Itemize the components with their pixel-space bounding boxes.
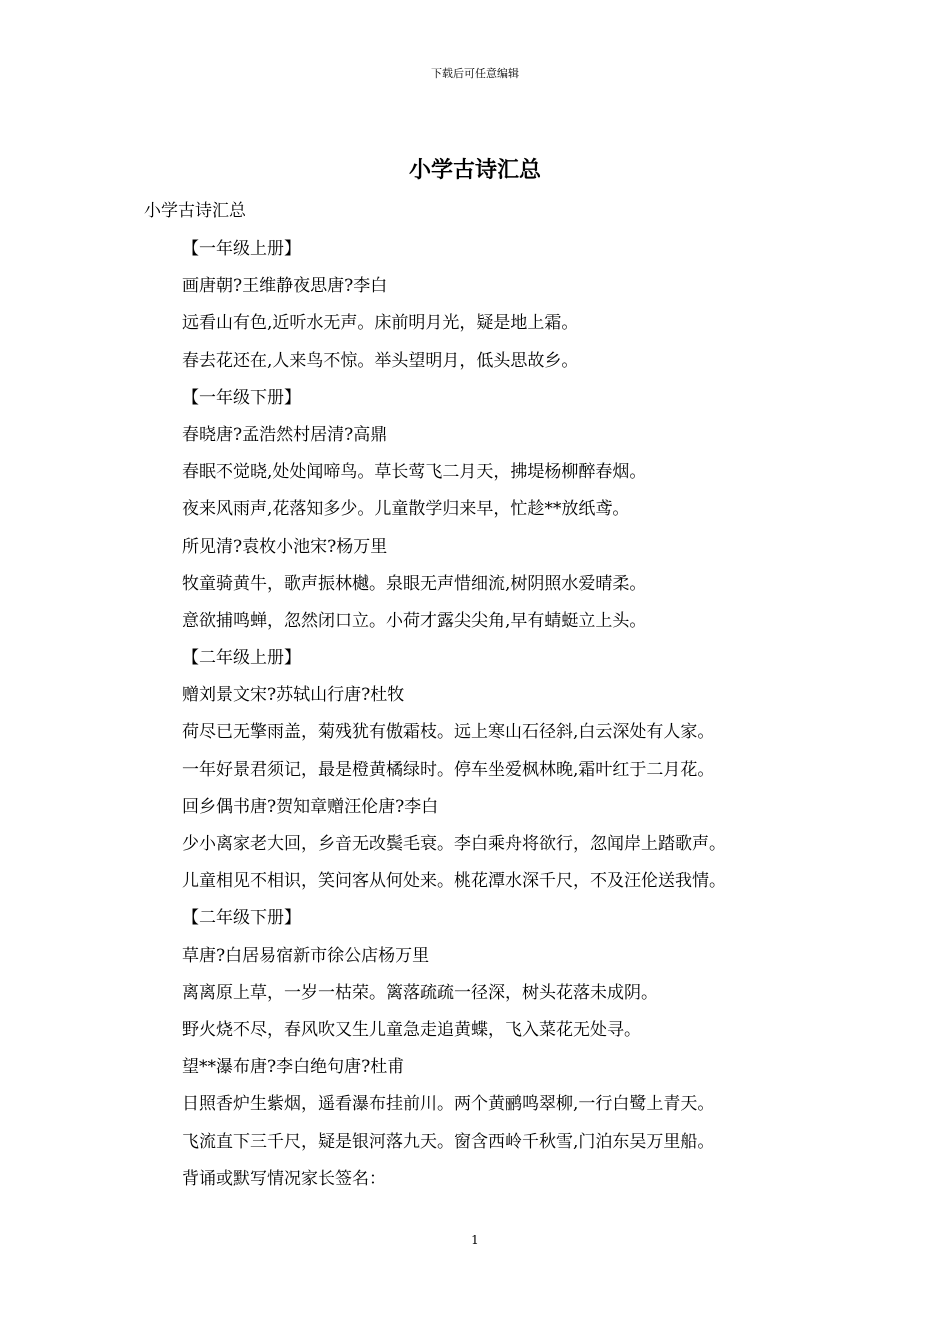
poem-text-line: 意欲捕鸣蝉，忽然闭口立。小荷才露尖尖角,早有蜻蜓立上头。 [182, 610, 647, 631]
grade-heading: 【二年级下册】 [182, 908, 301, 929]
poem-titles-line: 赠刘景文宋?苏轼山行唐?杜牧 [182, 685, 405, 706]
poem-text-line: 远看山有色,近听水无声。床前明月光，疑是地上霜。 [182, 313, 579, 334]
poem-titles-line: 所见清?袁枚小池宋?杨万里 [182, 536, 388, 557]
poem-text-line: 一年好景君须记，最是橙黄橘绿时。停车坐爱枫林晚,霜叶红于二月花。 [182, 759, 715, 780]
poem-titles-line: 草唐?白居易宿新市徐公店杨万里 [182, 945, 430, 966]
grade-heading: 【二年级上册】 [182, 648, 301, 669]
poem-text-line: 儿童相见不相识，笑问客从何处来。桃花潭水深千尺，不及汪伦送我情。 [182, 871, 726, 892]
header-note: 下载后可任意编辑 [431, 67, 519, 80]
poem-list [182, 236, 802, 1203]
poem-text-line: 日照香炉生紫烟，遥看瀑布挂前川。两个黄鹂鸣翠柳,一行白鹭上青天。 [182, 1094, 715, 1115]
poem-text-line: 离离原上草，一岁一枯荣。篱落疏疏一径深，树头花落未成阴。 [182, 982, 658, 1003]
poem-text-line: 野火烧不尽，春风吹又生儿童急走追黄蝶，飞入菜花无处寻。 [182, 1019, 641, 1040]
poem-titles-line: 画唐朝?王维静夜思唐?李白 [182, 276, 388, 297]
poem-titles-line: 春晓唐?孟浩然村居清?高鼎 [182, 424, 388, 445]
signature-line: 背诵或默写情况家长签名： [182, 1168, 386, 1189]
poem-text-line: 少小离家老大回，乡音无改鬓毛衰。李白乘舟将欲行，忽闻岸上踏歌声。 [182, 834, 726, 854]
poem-text-line: 飞流直下三千尺，疑是银河落九天。窗含西岭千秋雪,门泊东吴万里船。 [182, 1131, 715, 1152]
poem-text-line: 春眠不觉晓,处处闻啼鸟。草长莺飞二月天，拂堤杨柳醉春烟。 [182, 462, 647, 483]
poem-text-line: 春去花还在,人来鸟不惊。举头望明月，低头思故乡。 [182, 350, 579, 371]
poem-text-line: 夜来风雨声,花落知多少。儿童散学归来早，忙趁**放纸鸢。 [182, 499, 630, 520]
document-subtitle: 小学古诗汇总 [144, 201, 246, 221]
poem-titles-line: 望**瀑布唐?李白绝句唐?杜甫 [182, 1057, 405, 1078]
grade-heading: 【一年级下册】 [182, 387, 301, 408]
page-number: 1 [471, 1233, 479, 1247]
grade-heading: 【一年级上册】 [182, 239, 301, 259]
poem-text-line: 荷尽已无擎雨盖，菊残犹有傲霜枝。远上寒山石径斜,白云深处有人家。 [182, 722, 715, 743]
poem-titles-line: 回乡偶书唐?贺知章赠汪伦唐?李白 [182, 796, 439, 817]
page-title: 小学古诗汇总 [408, 157, 541, 183]
poem-text-line: 牧童骑黄牛，歌声振林樾。泉眼无声惜细流,树阴照水爱晴柔。 [182, 573, 647, 594]
